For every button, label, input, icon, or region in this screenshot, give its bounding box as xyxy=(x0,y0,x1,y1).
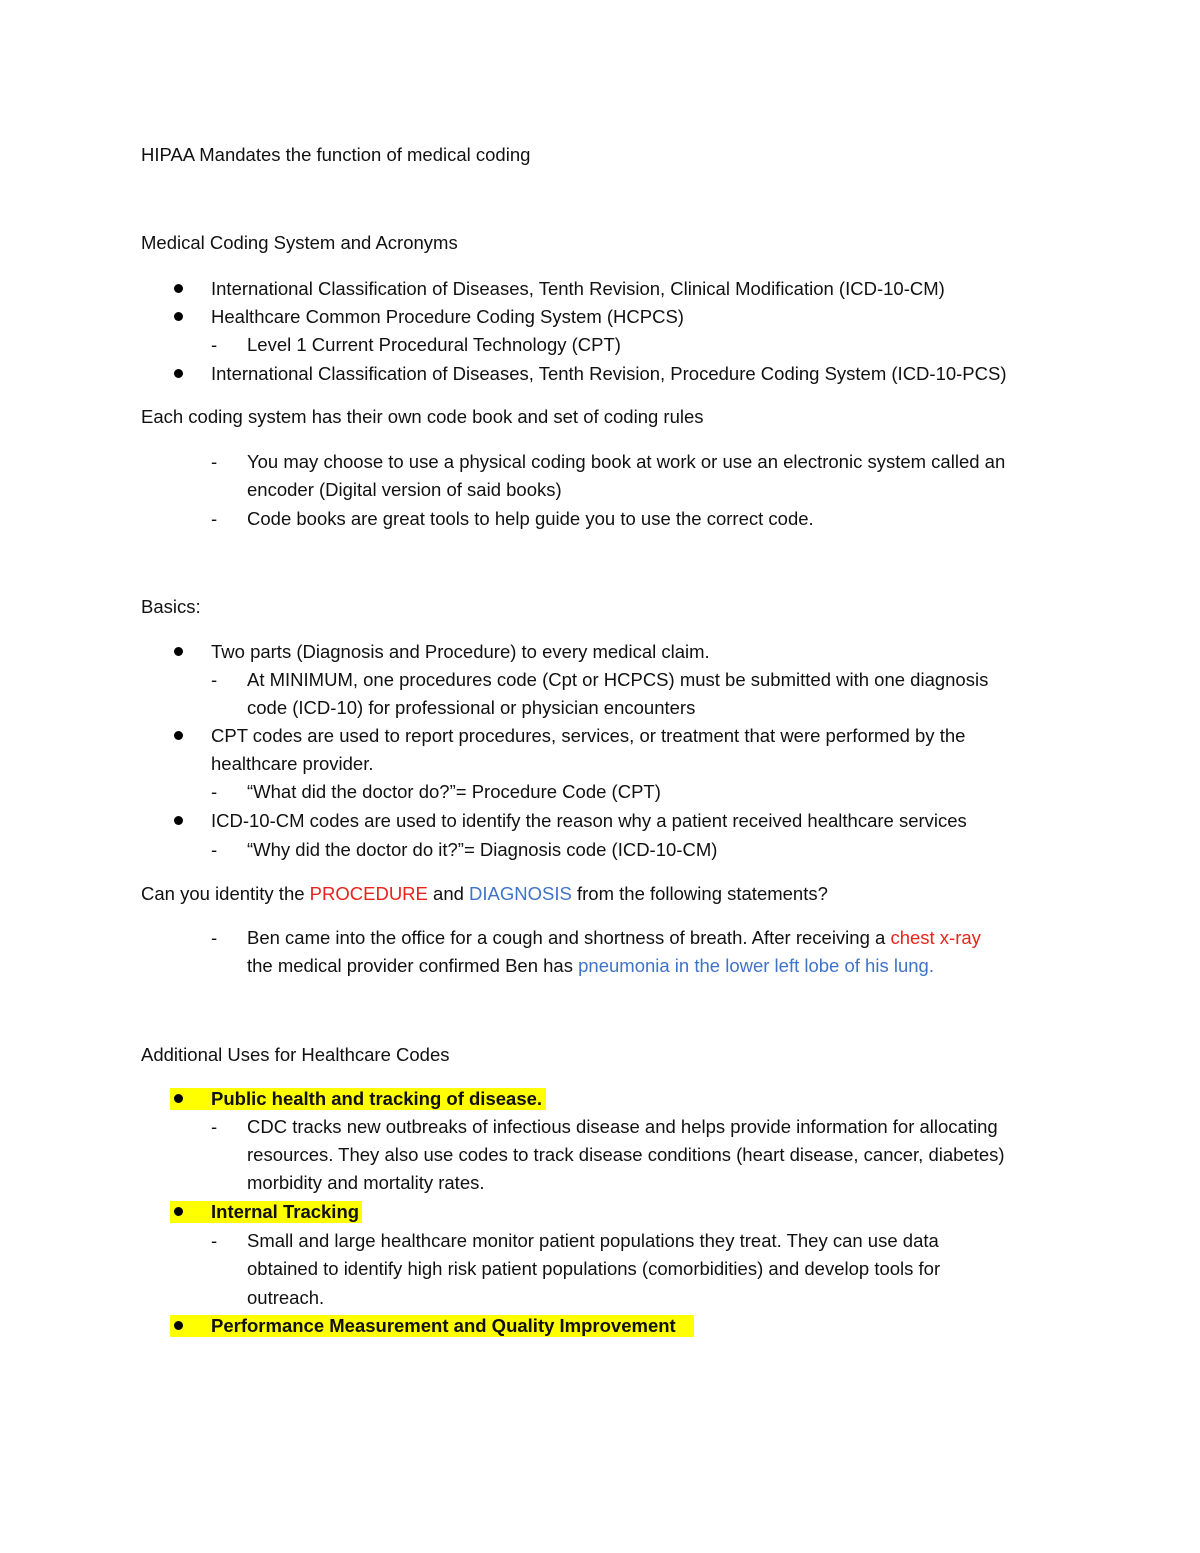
use-line: morbidity and mortality rates. xyxy=(247,1172,485,1193)
use-line: Small and large healthcare monitor patient populations they treat. They can use data xyxy=(247,1230,939,1251)
example-text: the medical provider confirmed Ben has xyxy=(247,955,579,976)
bullet-icon xyxy=(174,647,183,656)
example-line-2 xyxy=(247,952,934,980)
question-text xyxy=(141,880,828,908)
codebook-text: Each coding system has their own code book and set of coding rules xyxy=(141,406,704,427)
dash-marker: - xyxy=(211,1116,218,1137)
basics-line: code (ICD-10) for professional or physician encounters xyxy=(247,697,696,718)
question-mid: and xyxy=(427,883,470,904)
basics-line: At MINIMUM, one procedures code (Cpt or HCPCS) must be submitted with one diagnosis xyxy=(247,669,989,690)
bullet-icon xyxy=(174,1321,183,1330)
systems-heading: Medical Coding System and Acronyms xyxy=(141,232,458,253)
basics-heading: Basics: xyxy=(141,596,201,617)
bullet-icon xyxy=(174,1094,183,1103)
use-line: outreach. xyxy=(247,1287,325,1308)
page-title: HIPAA Mandates the function of medical coding xyxy=(141,144,531,165)
bullet-icon xyxy=(174,312,183,321)
diagnosis-label: DIAGNOSIS xyxy=(469,883,572,904)
basics-line: CPT codes are used to report procedures, services, or treatment that were performed by the xyxy=(211,725,966,746)
use-line: resources. They also use codes to track disease conditions (heart disease, cancer, diabetes) xyxy=(247,1144,1005,1165)
dash-marker: - xyxy=(211,1230,218,1251)
example-text: Ben came into the office for a cough and shortness of breath. After receiving a xyxy=(247,927,891,948)
codebook-line: Code books are great tools to help guide you to use the correct code. xyxy=(247,508,814,529)
bullet-icon xyxy=(174,369,183,378)
bullet-icon xyxy=(174,1207,183,1216)
system-item: International Classification of Diseases, Tenth Revision, Clinical Modification (ICD-10-CM) xyxy=(211,278,945,299)
procedure-example: chest x-ray xyxy=(890,927,981,948)
question-post: from the following statements? xyxy=(571,883,828,904)
bullet-icon xyxy=(174,284,183,293)
system-item: Healthcare Common Procedure Coding System (HCPCS) xyxy=(211,306,684,327)
bullet-icon xyxy=(174,816,183,825)
system-subitem: Level 1 Current Procedural Technology (CPT) xyxy=(247,334,621,355)
question-pre: Can you identity the xyxy=(141,883,310,904)
dash-marker: - xyxy=(211,927,218,948)
diagnosis-example: pneumonia in the lower left lobe of his lung. xyxy=(578,955,934,976)
codebook-line: You may choose to use a physical coding book at work or use an electronic system called an xyxy=(247,451,1006,472)
dash-marker: - xyxy=(211,781,218,802)
codebook-line: encoder (Digital version of said books) xyxy=(247,479,562,500)
uses-heading: Additional Uses for Healthcare Codes xyxy=(141,1044,450,1065)
use-item: Internal Tracking xyxy=(211,1201,360,1222)
procedure-label: PROCEDURE xyxy=(309,883,428,904)
basics-line: “What did the doctor do?”= Procedure Code (CPT) xyxy=(247,781,661,802)
basics-line: “Why did the doctor do it?”= Diagnosis code (ICD-10-CM) xyxy=(247,839,718,860)
use-line: CDC tracks new outbreaks of infectious disease and helps provide information for allocating xyxy=(247,1116,998,1137)
basics-line: healthcare provider. xyxy=(211,753,374,774)
use-item: Performance Measurement and Quality Improvement xyxy=(211,1315,676,1336)
dash-marker: - xyxy=(211,334,218,355)
dash-marker: - xyxy=(211,451,218,472)
use-line: obtained to identify high risk patient populations (comorbidities) and develop tools for xyxy=(247,1258,941,1279)
system-item: International Classification of Diseases, Tenth Revision, Procedure Coding System (ICD-10-PCS) xyxy=(211,363,1007,384)
dash-marker: - xyxy=(211,839,218,860)
bullet-icon xyxy=(174,731,183,740)
dash-marker: - xyxy=(211,508,218,529)
basics-line: ICD-10-CM codes are used to identify the reason why a patient received healthcare services xyxy=(211,810,967,831)
basics-line: Two parts (Diagnosis and Procedure) to every medical claim. xyxy=(211,641,710,662)
use-item: Public health and tracking of disease. xyxy=(211,1088,543,1109)
example-line-1 xyxy=(247,924,981,952)
dash-marker: - xyxy=(211,669,218,690)
